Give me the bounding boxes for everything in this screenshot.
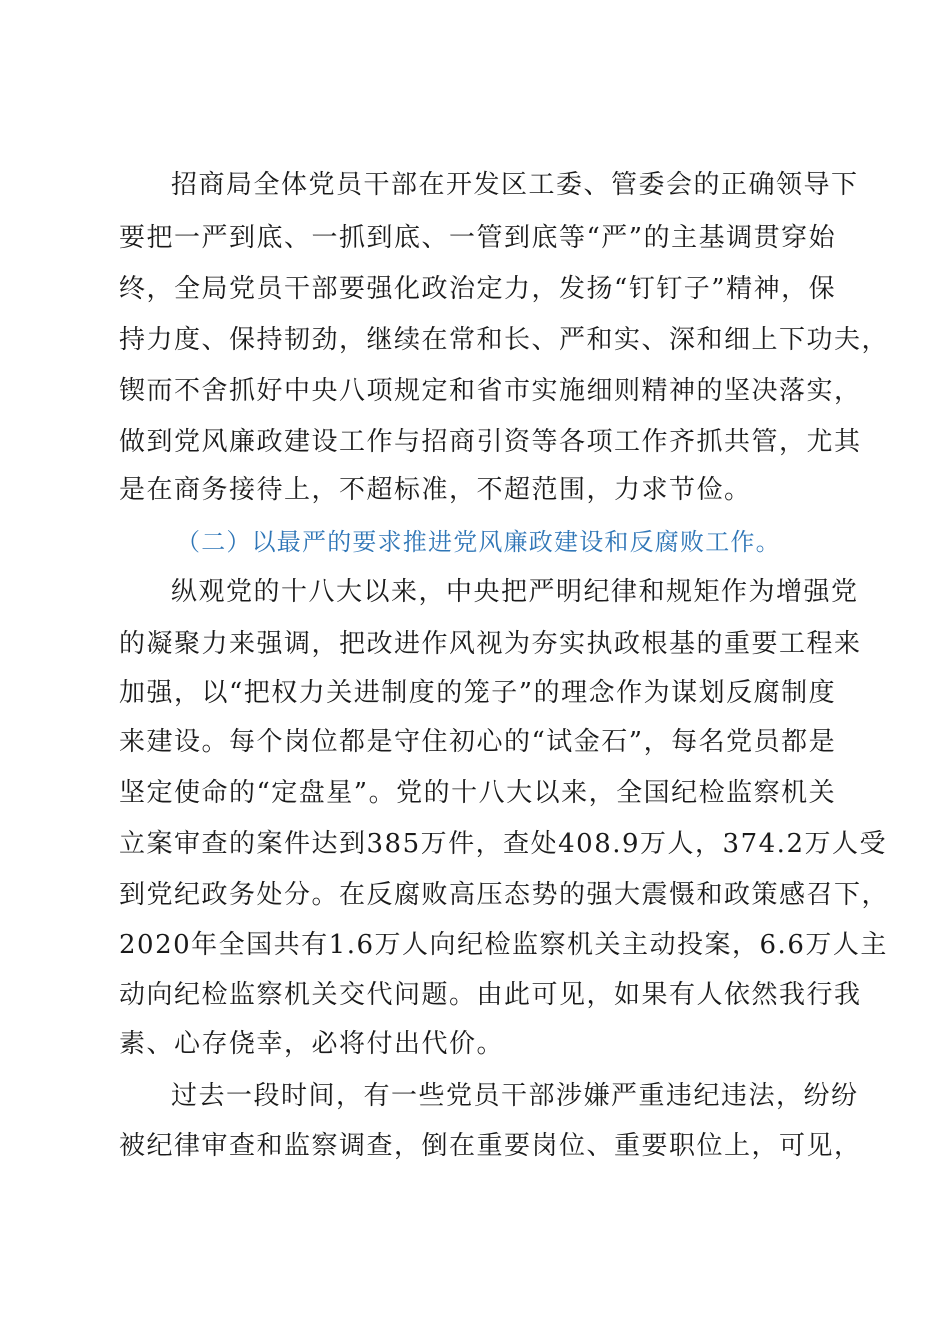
paragraph-3-line-2: 被纪律审查和监察调查，倒在重要岗位、重要职位上，可见， — [119, 1131, 862, 1161]
paragraph-2-line-5: 坚定使命的“定盘星”。党的十八大以来，全国纪检监察机关 — [119, 778, 837, 808]
paragraph-2-line-3: 加强，以“把权力关进制度的笼子”的理念作为谋划反腐制度 — [119, 678, 837, 708]
paragraph-1-line-2: 要把一严到底、一抓到底、一管到底等“严”的主基调贯穿始 — [119, 223, 837, 253]
paragraph-2-line-10: 素、心存侥幸，必将付出代价。 — [119, 1029, 505, 1059]
paragraph-1-line-5: 锲而不舍抓好中央八项规定和省市实施细则精神的坚决落实， — [119, 376, 862, 406]
paragraph-3-line-1: 过去一段时间，有一些党员干部涉嫌严重违纪违法，纷纷 — [171, 1081, 859, 1111]
paragraph-2-line-8: 2020年全国共有1.6万人向纪检监察机关主动投案，6.6万人主 — [119, 930, 888, 960]
paragraph-2-line-9: 动向纪检监察机关交代问题。由此可见，如果有人依然我行我 — [119, 980, 862, 1010]
paragraph-1-line-3: 终，全局党员干部要强化政治定力，发扬“钉钉子”精神，保 — [119, 274, 837, 304]
paragraph-2-line-2: 的凝聚力来强调，把改进作风视为夯实执政根基的重要工程来 — [119, 629, 862, 659]
paragraph-1-line-4: 持力度、保持韧劲，继续在常和长、严和实、深和细上下功夫， — [119, 325, 890, 355]
paragraph-2-line-6: 立案审查的案件达到385万件，查处408.9万人，374.2万人受 — [119, 829, 887, 859]
paragraph-2-line-4: 来建设。每个岗位都是守住初心的“试金石”，每名党员都是 — [119, 727, 837, 757]
section-heading: （二）以最严的要求推进党风廉政建设和反腐败工作。 — [176, 528, 781, 556]
paragraph-1-line-6: 做到党风廉政建设工作与招商引资等各项工作齐抓共管，尤其 — [119, 427, 862, 457]
paragraph-2-line-1: 纵观党的十八大以来，中央把严明纪律和规矩作为增强党 — [171, 577, 859, 607]
paragraph-1-line-7: 是在商务接待上，不超标准，不超范围，力求节俭。 — [119, 475, 752, 505]
paragraph-2-line-7: 到党纪政务处分。在反腐败高压态势的强大震慑和政策感召下， — [119, 880, 890, 910]
paragraph-1-line-1: 招商局全体党员干部在开发区工委、管委会的正确领导下 — [171, 170, 859, 200]
